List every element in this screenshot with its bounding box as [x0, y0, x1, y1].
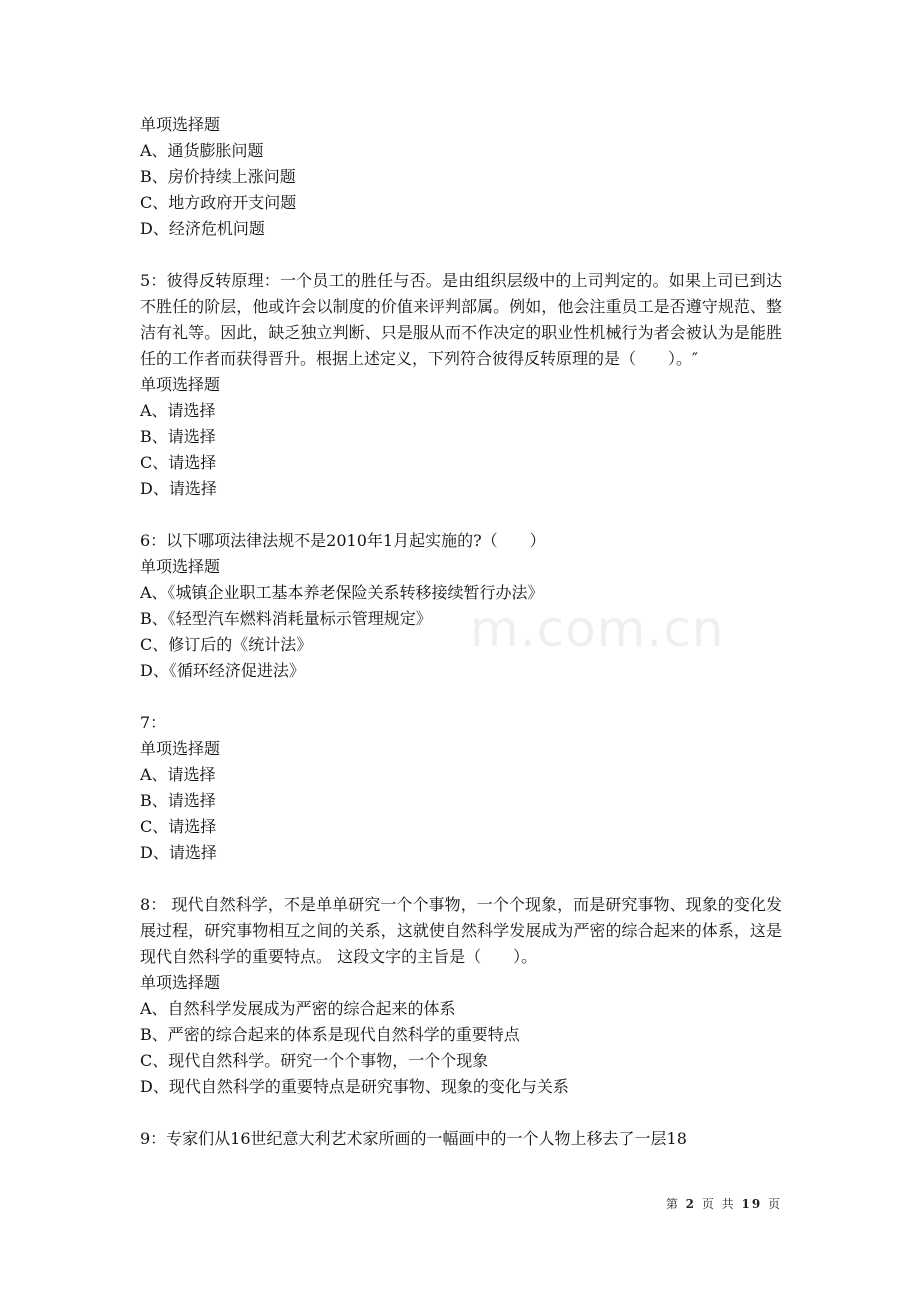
option-a: A、《城镇企业职工基本养老保险关系转移接续暂行办法》 — [140, 583, 544, 602]
option-d: D、请选择 — [140, 479, 217, 498]
current-page-number: 2 — [685, 1197, 697, 1211]
option-a: A、自然科学发展成为严密的综合起来的体系 — [140, 999, 456, 1018]
option-d: D、请选择 — [140, 843, 217, 862]
question-type-label: 单项选择题 — [140, 557, 221, 576]
footer-suffix: 页 — [762, 1197, 782, 1211]
question-type-label: 单项选择题 — [140, 973, 221, 992]
question-text: 6：以下哪项法律法规不是2010年1月起实施的?（ ） — [140, 531, 546, 550]
question-text: 9：专家们从16世纪意大利艺术家所画的一幅画中的一个人物上移去了一层18 — [140, 1129, 687, 1148]
option-a: A、通货膨胀问题 — [140, 141, 264, 160]
question-7 — [140, 710, 782, 866]
question-9 — [140, 1126, 782, 1152]
option-c: C、请选择 — [140, 453, 217, 472]
question-type-label: 单项选择题 — [140, 115, 221, 134]
question-8 — [140, 892, 782, 1100]
option-b: B、请选择 — [140, 791, 216, 810]
question-text: 8： 现代自然科学，不是单单研究一个个事物，一个个现象，而是研究事物、现象的变化发展过程，研究事物相互之间的关系，这就使自然科学发展成为严密的综合起来的体系，这是现代自然科学的重要特点。 这段文字的主旨是（ ）。 — [140, 895, 782, 966]
option-a: A、请选择 — [140, 765, 216, 784]
total-pages-number: 19 — [741, 1197, 763, 1211]
option-b: B、严密的综合起来的体系是现代自然科学的重要特点 — [140, 1025, 520, 1044]
page-content — [140, 112, 782, 1178]
option-a: A、请选择 — [140, 401, 216, 420]
footer-middle: 页 共 — [696, 1197, 742, 1211]
option-d: D、《循环经济促进法》 — [140, 661, 305, 680]
question-type-label: 单项选择题 — [140, 375, 221, 394]
option-d: D、现代自然科学的重要特点是研究事物、现象的变化与关系 — [140, 1077, 569, 1096]
watermark: m.com.cn — [470, 600, 725, 658]
footer-prefix: 第 — [665, 1197, 686, 1211]
option-b: B、房价持续上涨问题 — [140, 167, 296, 186]
option-c: C、修订后的《统计法》 — [140, 635, 313, 654]
question-fragment — [140, 112, 782, 242]
question-text: 7： — [140, 713, 167, 732]
page-footer — [0, 1195, 782, 1212]
question-6 — [140, 528, 782, 684]
question-5 — [140, 268, 782, 502]
option-d: D、经济危机问题 — [140, 219, 265, 238]
option-b: B、《轻型汽车燃料消耗量标示管理规定》 — [140, 609, 432, 628]
option-c: C、请选择 — [140, 817, 217, 836]
option-b: B、请选择 — [140, 427, 216, 446]
question-text: 5：彼得反转原理：一个员工的胜任与否。是由组织层级中的上司判定的。如果上司已到达不胜任的阶层，他或许会以制度的价值来评判部属。例如，他会注重员工是否遵守规范、整洁有礼等。因此，缺乏独立判断、只是服从而不作决定的职业性机械行为者会被认为是能胜任的工作者而获得晋升。根据上述定义，下列符合彼得反转原理的是（ ）。″ — [140, 271, 782, 368]
option-c: C、现代自然科学。研究一个个事物，一个个现象 — [140, 1051, 489, 1070]
question-type-label: 单项选择题 — [140, 739, 221, 758]
option-c: C、地方政府开支问题 — [140, 193, 297, 212]
